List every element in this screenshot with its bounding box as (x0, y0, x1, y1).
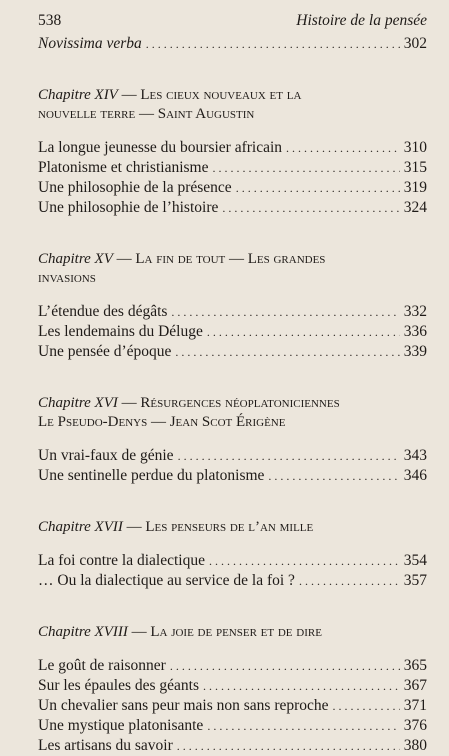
spacer (38, 486, 427, 518)
chapter-heading (38, 623, 427, 642)
toc-entry-page: 367 (403, 677, 427, 694)
dot-leader (170, 657, 400, 676)
dot-leader (333, 697, 400, 716)
toc-entry (38, 551, 427, 571)
dot-leader (178, 447, 400, 466)
dot-leader (212, 159, 399, 178)
chapter-title: Les cieux nouveaux et la (140, 87, 302, 103)
toc-entry-page: 324 (403, 199, 427, 216)
spacer (38, 54, 427, 86)
toc-entry (38, 158, 427, 178)
chapter-title: Résurgences néoplatoniciennes (140, 395, 340, 411)
chapter-heading (38, 86, 427, 124)
chapter-heading (38, 518, 427, 537)
chapter-title: Les penseurs de l’an mille (145, 519, 314, 535)
toc-entry (38, 736, 427, 756)
toc-entry (38, 676, 427, 696)
chapter-title: La joie de penser et de dire (150, 624, 322, 640)
dot-leader (146, 35, 400, 54)
dot-leader (268, 467, 399, 486)
toc-entry-title: Une mystique platonisante (38, 717, 204, 734)
toc-entry (38, 571, 427, 591)
chapter-dash: — (116, 251, 132, 267)
spacer (38, 124, 427, 138)
toc-entry-title: Les lendemains du Déluge (38, 323, 203, 340)
toc-entry-page: 315 (403, 159, 427, 176)
toc-entry (38, 716, 427, 736)
toc-entry-title: Une philosophie de l’histoire (38, 199, 219, 216)
toc-entry-title: Une sentinelle perdue du platonisme (38, 467, 265, 484)
toc-entry-title: L’étendue des dégâts (38, 303, 168, 320)
dot-leader (236, 179, 400, 198)
toc-entry-page: 310 (403, 139, 427, 156)
toc-entry-title: Le goût de raisonner (38, 657, 166, 674)
toc-entry (38, 656, 427, 676)
chapter-title-continued: invasions (38, 270, 96, 286)
dot-leader (177, 737, 400, 756)
chapter-dash: — (121, 87, 137, 103)
dot-leader (286, 139, 400, 158)
toc-entry (38, 34, 427, 54)
toc-entry-title: Une pensée d’époque (38, 343, 172, 360)
toc-entry-title: Platonisme et christianisme (38, 159, 209, 176)
toc-entry-page: 376 (403, 717, 427, 734)
toc-entry-page: 343 (403, 447, 427, 464)
chapter-title: La fin de tout — Les grandes (135, 251, 326, 267)
toc-entry (38, 178, 427, 198)
toc-entry-page: 365 (403, 657, 427, 674)
dot-leader (222, 199, 399, 218)
dot-leader (207, 323, 400, 342)
spacer (38, 591, 427, 623)
dot-leader (203, 677, 400, 696)
chapter-heading (38, 250, 427, 288)
spacer (38, 362, 427, 394)
running-title: Histoire de la pensée (296, 12, 427, 29)
toc-entry (38, 322, 427, 342)
chapter-number: Chapitre XVIII (38, 624, 128, 640)
toc-entry (38, 466, 427, 486)
toc-entry (38, 138, 427, 158)
toc-entry (38, 446, 427, 466)
toc-entry-title: … Ou la dialectique au service de la foi ? (38, 572, 295, 589)
toc-entry (38, 198, 427, 218)
chapter-heading (38, 394, 427, 432)
toc-entry-page: 332 (403, 303, 427, 320)
dot-leader (207, 717, 399, 736)
chapter-dash: — (131, 624, 147, 640)
toc-entry-page: 346 (403, 467, 427, 484)
spacer (38, 218, 427, 250)
dot-leader (299, 572, 400, 591)
spacer (38, 642, 427, 656)
toc-entry-page: 357 (403, 572, 427, 589)
toc-entry-page: 339 (403, 343, 427, 360)
spacer (38, 288, 427, 302)
toc-entry-page: 336 (403, 323, 427, 340)
dot-leader (175, 343, 399, 362)
spacer (38, 432, 427, 446)
chapter-number: Chapitre XVI (38, 395, 118, 411)
chapter-number: Chapitre XIV (38, 87, 118, 103)
chapter-dash: — (121, 395, 137, 411)
toc-entry (38, 696, 427, 716)
toc-entry-title: Un chevalier sans peur mais non sans reproche (38, 697, 329, 714)
toc-entry-title: Un vrai-faux de génie (38, 447, 174, 464)
toc-entry-page: 380 (403, 737, 427, 754)
chapter-title-continued: Le Pseudo-Denys — Jean Scot Érigène (38, 414, 286, 430)
toc-entry-title: La foi contre la dialectique (38, 552, 205, 569)
toc-entry-title: Une philosophie de la présence (38, 179, 232, 196)
dot-leader (171, 303, 399, 322)
toc-entry-title: La longue jeunesse du boursier africain (38, 139, 283, 156)
chapter-dash: — (126, 519, 142, 535)
page-header (38, 12, 427, 34)
chapter-title-continued: nouvelle terre — Saint Augustin (38, 106, 255, 122)
chapter-number: Chapitre XV (38, 251, 113, 267)
toc-entry (38, 342, 427, 362)
toc-entry-page: 302 (403, 35, 427, 52)
toc-entry-page: 354 (403, 552, 427, 569)
chapter-number: Chapitre XVII (38, 519, 123, 535)
dot-leader (209, 552, 400, 571)
toc-entry-title: Les artisans du savoir (38, 737, 173, 754)
toc-entry-title: Novissima verba (38, 35, 142, 52)
toc-entry-page: 371 (403, 697, 427, 714)
toc-entry (38, 302, 427, 322)
toc-entry-page: 319 (403, 179, 427, 196)
toc-entry-title: Sur les épaules des géants (38, 677, 199, 694)
spacer (38, 537, 427, 551)
page-number: 538 (38, 12, 62, 29)
